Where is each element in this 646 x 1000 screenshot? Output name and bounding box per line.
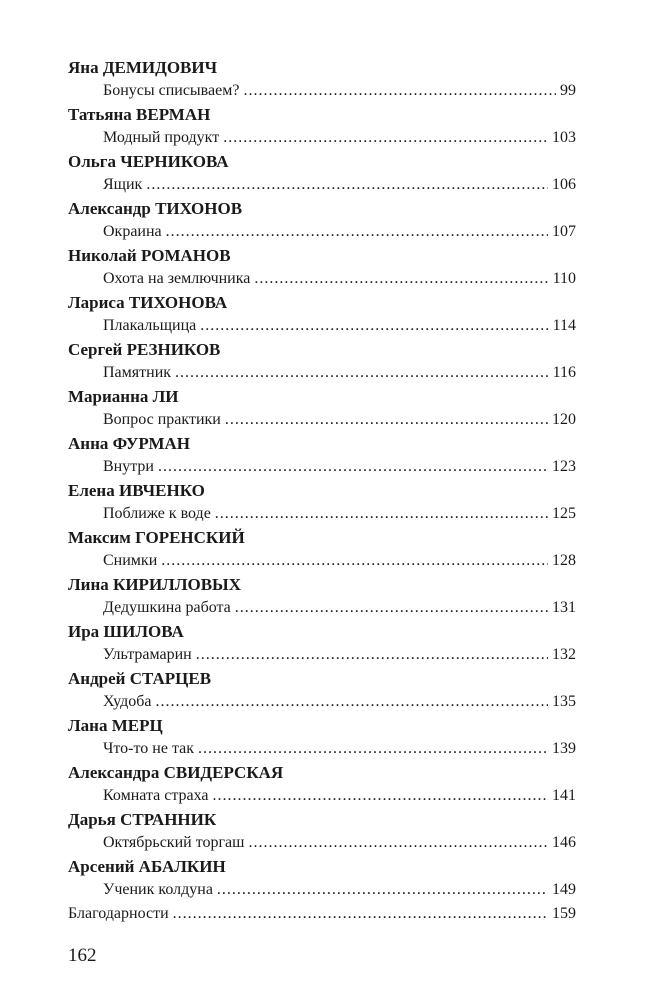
toc-story-line bbox=[68, 314, 576, 338]
toc-page-number: 132 bbox=[552, 646, 576, 663]
toc-story-line bbox=[68, 690, 576, 714]
dot-leader bbox=[161, 549, 548, 573]
toc-author: Максим ГОРЕНСКИЙ bbox=[68, 528, 245, 547]
toc-author: Елена ИВЧЕНКО bbox=[68, 481, 205, 500]
toc-story-title: Худоба bbox=[103, 693, 152, 710]
toc-acknowledgements-line bbox=[68, 902, 576, 926]
toc-story-line bbox=[68, 596, 576, 620]
toc-story-line bbox=[68, 408, 576, 432]
toc-author: Лина КИРИЛЛОВЫХ bbox=[68, 575, 242, 594]
toc-page-number: 103 bbox=[552, 129, 576, 146]
toc-entry bbox=[68, 526, 576, 573]
dot-leader bbox=[166, 220, 548, 244]
toc-story-line bbox=[68, 79, 576, 103]
toc-page-number: 120 bbox=[552, 411, 576, 428]
toc-page-number: 125 bbox=[552, 505, 576, 522]
toc-page-number: 116 bbox=[552, 364, 576, 381]
toc-page-number: 99 bbox=[560, 82, 576, 99]
toc-author: Сергей РЕЗНИКОВ bbox=[68, 340, 221, 359]
toc-author: Николай РОМАНОВ bbox=[68, 246, 231, 265]
toc-story-title: Ученик колдуна bbox=[103, 881, 213, 898]
toc-entry bbox=[68, 385, 576, 432]
toc-author: Анна ФУРМАН bbox=[68, 434, 191, 453]
toc-author: Дарья СТРАННИК bbox=[68, 810, 217, 829]
toc-story-line bbox=[68, 831, 576, 855]
toc-story-title: Поближе к воде bbox=[103, 505, 211, 522]
toc-story-title: Бонусы списываем? bbox=[103, 82, 240, 99]
toc-story-line bbox=[68, 643, 576, 667]
toc-story-line bbox=[68, 737, 576, 761]
toc-author: Лана МЕРЦ bbox=[68, 716, 163, 735]
toc-author: Яна ДЕМИДОВИЧ bbox=[68, 58, 218, 77]
toc-page-number: 110 bbox=[552, 270, 576, 287]
dot-leader bbox=[175, 361, 549, 385]
dot-leader bbox=[200, 314, 548, 338]
toc-entry bbox=[68, 667, 576, 714]
toc-story-line bbox=[68, 126, 576, 150]
toc-story-title: Плакальщица bbox=[103, 317, 197, 334]
toc-author: Александра СВИДЕРСКАЯ bbox=[68, 763, 284, 782]
toc-entry bbox=[68, 808, 576, 855]
toc-entry bbox=[68, 338, 576, 385]
toc-story-title: Дедушкина работа bbox=[103, 599, 231, 616]
dot-leader bbox=[217, 878, 548, 902]
toc-entry bbox=[68, 150, 576, 197]
toc-page-number: 135 bbox=[552, 693, 576, 710]
toc-story-line bbox=[68, 361, 576, 385]
toc-story-line bbox=[68, 220, 576, 244]
toc-story-line bbox=[68, 173, 576, 197]
toc-story-line bbox=[68, 878, 576, 902]
toc-author: Ира ШИЛОВА bbox=[68, 622, 184, 641]
toc-page-number: 139 bbox=[552, 740, 576, 757]
toc-entry bbox=[68, 197, 576, 244]
toc-story-title: Окраина bbox=[103, 223, 162, 240]
toc-entry bbox=[68, 291, 576, 338]
toc-page-number: 159 bbox=[552, 905, 576, 922]
page-folio-number: 162 bbox=[68, 945, 97, 966]
dot-leader bbox=[248, 831, 548, 855]
toc-story-title: Снимки bbox=[103, 552, 158, 569]
toc-story-line bbox=[68, 549, 576, 573]
toc-entry bbox=[68, 573, 576, 620]
dot-leader bbox=[173, 902, 548, 926]
dot-leader bbox=[223, 126, 548, 150]
toc-page-number: 131 bbox=[552, 599, 576, 616]
toc-page-number: 141 bbox=[552, 787, 576, 804]
toc-author: Александр ТИХОНОВ bbox=[68, 199, 243, 218]
dot-leader bbox=[146, 173, 548, 197]
toc-page-number: 128 bbox=[552, 552, 576, 569]
toc-story-title: Модный продукт bbox=[103, 129, 220, 146]
toc-page-number: 107 bbox=[552, 223, 576, 240]
toc-story-title: Комната страха bbox=[103, 787, 209, 804]
toc-author: Марианна ЛИ bbox=[68, 387, 179, 406]
toc-story-title: Охота на землючника bbox=[103, 270, 251, 287]
toc-entry bbox=[68, 479, 576, 526]
toc-entry bbox=[68, 432, 576, 479]
toc-story-title: Ультрамарин bbox=[103, 646, 192, 663]
dot-leader bbox=[158, 455, 548, 479]
dot-leader bbox=[243, 79, 556, 103]
toc-author: Арсений АБАЛКИН bbox=[68, 857, 226, 876]
toc-entry bbox=[68, 103, 576, 150]
toc-story-title: Внутри bbox=[103, 458, 154, 475]
toc-story-title: Ящик bbox=[103, 176, 143, 193]
dot-leader bbox=[225, 408, 548, 432]
toc-author: Ольга ЧЕРНИКОВА bbox=[68, 152, 229, 171]
dot-leader bbox=[156, 690, 548, 714]
toc-entry bbox=[68, 56, 576, 103]
toc-page-number: 114 bbox=[552, 317, 576, 334]
toc-story-line bbox=[68, 502, 576, 526]
toc-entry bbox=[68, 244, 576, 291]
toc-story-title: Что-то не так bbox=[103, 740, 195, 757]
toc-page-number: 146 bbox=[552, 834, 576, 851]
toc-story-title: Вопрос практики bbox=[103, 411, 221, 428]
toc-author: Лариса ТИХОНОВА bbox=[68, 293, 228, 312]
toc-entry bbox=[68, 761, 576, 808]
toc-acknowledgements-title: Благодарности bbox=[68, 905, 169, 922]
toc-page-number: 149 bbox=[552, 881, 576, 898]
toc-story-title: Октябрьский торгаш bbox=[103, 834, 245, 851]
toc-author: Татьяна ВЕРМАН bbox=[68, 105, 211, 124]
dot-leader bbox=[215, 502, 548, 526]
toc-author: Андрей СТАРЦЕВ bbox=[68, 669, 212, 688]
toc-story-title: Памятник bbox=[103, 364, 172, 381]
toc-entry bbox=[68, 620, 576, 667]
toc-page-number: 123 bbox=[552, 458, 576, 475]
table-of-contents bbox=[68, 56, 576, 926]
toc-story-line bbox=[68, 267, 576, 291]
toc-story-line bbox=[68, 784, 576, 808]
toc-entry bbox=[68, 855, 576, 902]
dot-leader bbox=[235, 596, 548, 620]
dot-leader bbox=[198, 737, 548, 761]
toc-entry bbox=[68, 714, 576, 761]
dot-leader bbox=[196, 643, 548, 667]
toc-page-number: 106 bbox=[552, 176, 576, 193]
dot-leader bbox=[213, 784, 548, 808]
dot-leader bbox=[254, 267, 548, 291]
toc-story-line bbox=[68, 455, 576, 479]
